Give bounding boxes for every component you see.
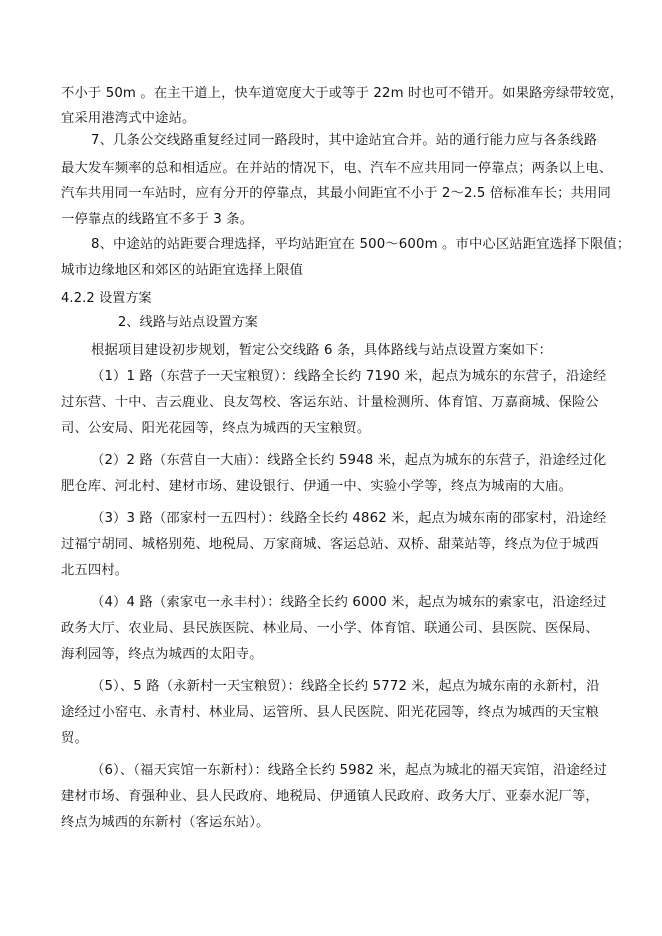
text-line: （3）3 路（邵家村一五四村）：线路全长约 4862 米，起点为城东南的邵家村，沿途经: [91, 511, 607, 526]
text-line: 途经过小窑屯、永青村、林业局、运管所、县人民医院、阳光花园等，终点为城西的天宝粮: [61, 705, 599, 720]
text-line: 汽车共用同一车站时，应有分开的停靠点，其最小间距宜不小于 2～2.5 倍标准车长；共用同: [61, 186, 611, 201]
text-line: 最大发车频率的总和相适应。在并站的情况下，电、汽车不应共用同一停靠点；两条以上电、: [61, 161, 613, 176]
text-line: 过东营、十中、吉云鹿业、良友驾校、客运东站、计量检测所、体育馆、万嘉商城、保险公: [61, 395, 599, 410]
text-line: 肥仓库、河北村、建材市场、建设银行、伊通一中、实验小学等，终点为城南的大庙。: [61, 479, 572, 494]
text-line: 7、几条公交线路重复经过同一路段时，其中途站宜合并。站的通行能力应与各条线路: [91, 133, 598, 148]
text-line: 终点为城西的东新村（客运东站）。: [61, 815, 270, 830]
text-line: 建材市场、育强种业、县人民政府、地税局、伊通镇人民政府、政务大厅、亚泰水泥厂等，: [61, 789, 599, 804]
text-line: 海利园等，终点为城西的太阳寺。: [61, 647, 263, 662]
text-line: 政务大厅、农业局、县民族医院、林业局、一小学、体育馆、联通公司、县医院、医保局、: [61, 621, 599, 636]
text-line: （1）1 路（东营子一天宝粮贸）：线路全长约 7190 米，起点为城东的东营子，沿途经: [91, 369, 607, 384]
text-line: 不小于 50m 。在主干道上，快车道宽度大于或等于 22m 时也可不错开。如果路旁绿带较宽，: [61, 86, 624, 101]
text-line: 北五四村。: [61, 563, 129, 578]
text-line: （6）、（福天宾馆一东新村）：线路全长约 5982 米，起点为城北的福天宾馆，沿途经过: [91, 763, 607, 778]
text-line: 宜采用港湾式中途站。: [61, 111, 196, 126]
text-line: 城市边缘地区和郊区的站距宜选择上限值: [61, 263, 304, 278]
text-line: 司、公安局、阳光花园等，终点为城西的天宝粮贸。: [61, 421, 371, 436]
text-line: （5）、5 路（永新村一天宝粮贸）：线路全长约 5772 米，起点为城东南的永新村，沿: [91, 679, 600, 694]
text-line: 贸。: [61, 731, 88, 746]
section-heading: 4.2.2 设置方案: [61, 291, 152, 306]
text-line: 根据项目建设初步规划，暂定公交线路 6 条，具体路线与站点设置方案如下：: [91, 343, 553, 358]
text-line: 8、中途站的站距要合理选择，平均站距宜在 500～600m 。市中心区站距宜选择下限值；: [91, 237, 631, 252]
text-line: （4）4 路（索家屯一永丰村）：线路全长约 6000 米，起点为城东的索家屯，沿途经过: [91, 595, 607, 610]
text-line: 一停靠点的线路宜不多于 3 条。: [61, 212, 254, 227]
text-line: 过福宁胡同、城格别苑、地税局、万家商城、客运总站、双桥、甜菜站等，终点为位于城西: [61, 537, 599, 552]
text-line: （2）2 路（东营自一大庙）：线路全长约 5948 米，起点为城东的东营子，沿途经过化: [91, 453, 607, 468]
subsection-heading: 2、线路与站点设置方案: [118, 315, 258, 330]
